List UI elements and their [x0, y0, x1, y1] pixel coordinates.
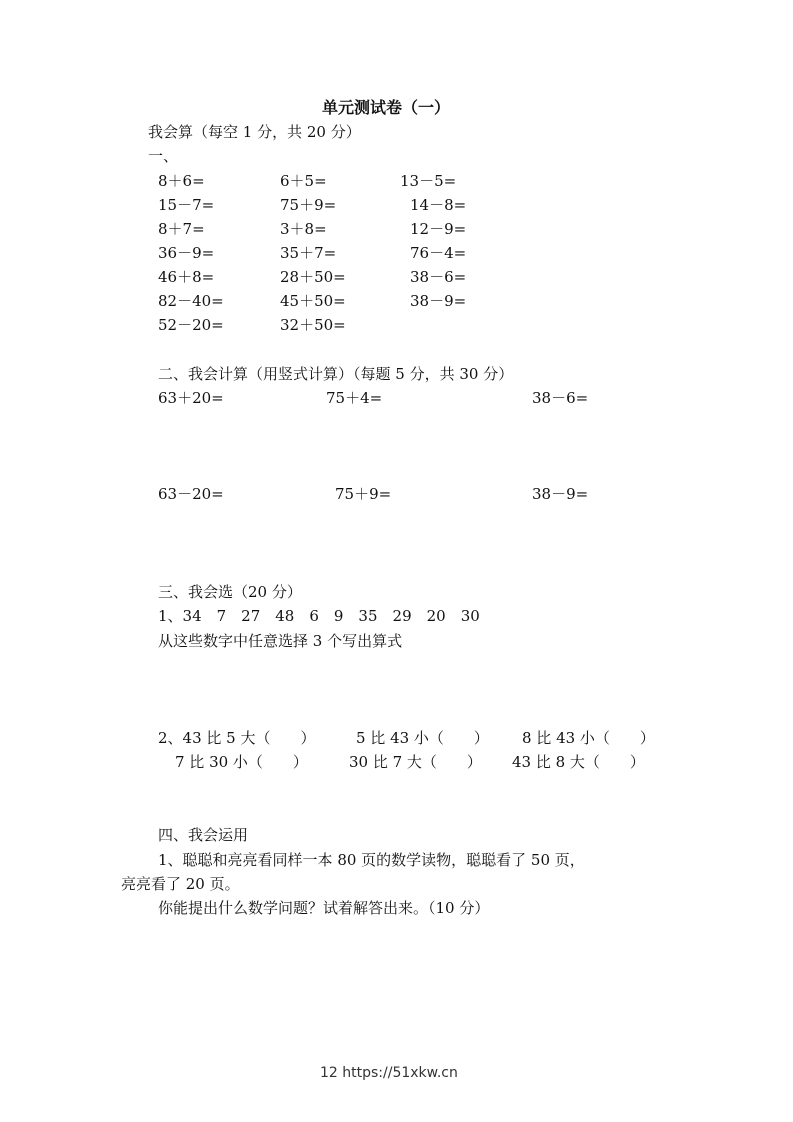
problem: 38－6= [410, 268, 467, 286]
problem: 76－4= [410, 244, 467, 262]
problem: 8＋6= [158, 172, 205, 190]
problem: 13－5= [400, 172, 457, 190]
comparison-question: 2、43 比 5 大（ ） [158, 729, 316, 747]
vertical-problem: 63－20= [158, 485, 224, 503]
problem: 46＋8= [158, 268, 215, 286]
number-list: 1、34 7 27 48 6 9 35 29 20 30 [158, 607, 480, 625]
problem: 15－7= [158, 196, 215, 214]
vertical-problem: 38－9= [532, 485, 589, 503]
page-title: 单元测试卷（一） [322, 98, 451, 117]
vertical-problem: 75＋4= [326, 389, 383, 407]
problem: 82－40= [158, 292, 224, 310]
page-footer: 12 https://51xkw.cn [320, 1065, 458, 1081]
word-problem-line: 亮亮看了 20 页。 [121, 875, 240, 893]
problem: 32＋50= [280, 316, 346, 334]
section1-heading: 一、 [148, 147, 179, 165]
vertical-problem: 38－6= [532, 389, 589, 407]
section4-heading: 四、我会运用 [158, 826, 249, 844]
vertical-problem: 63＋20= [158, 389, 224, 407]
problem: 8＋7= [158, 220, 205, 238]
question-instruction: 从这些数字中任意选择 3 个写出算式 [158, 632, 403, 650]
section3-heading: 三、我会选（20 分） [158, 583, 302, 601]
problem: 28＋50= [280, 268, 346, 286]
section2-heading: 二、我会计算（用竖式计算）（每题 5 分，共 30 分） [158, 365, 514, 383]
comparison-question: 7 比 30 小（ ） [175, 753, 308, 771]
word-problem-line: 你能提出什么数学问题？试着解答出来。（10 分） [158, 899, 490, 917]
problem: 75＋9= [280, 196, 337, 214]
comparison-question: 43 比 8 大（ ） [512, 753, 645, 771]
comparison-question: 5 比 43 小（ ） [356, 729, 489, 747]
comparison-question: 8 比 43 小（ ） [522, 729, 655, 747]
vertical-problem: 75＋9= [335, 485, 392, 503]
problem: 14－8= [410, 196, 467, 214]
problem: 35＋7= [280, 244, 337, 262]
problem: 3＋8= [280, 220, 327, 238]
problem: 38－9= [410, 292, 467, 310]
problem: 52－20= [158, 316, 224, 334]
section1-intro: 我会算（每空 1 分，共 20 分） [148, 123, 361, 141]
problem: 45＋50= [280, 292, 346, 310]
problem: 6＋5= [280, 172, 327, 190]
word-problem-line: 1、聪聪和亮亮看同样一本 80 页的数学读物，聪聪看了 50 页， [158, 851, 585, 869]
problem: 12－9= [410, 220, 467, 238]
comparison-question: 30 比 7 大（ ） [349, 753, 482, 771]
problem: 36－9= [158, 244, 215, 262]
